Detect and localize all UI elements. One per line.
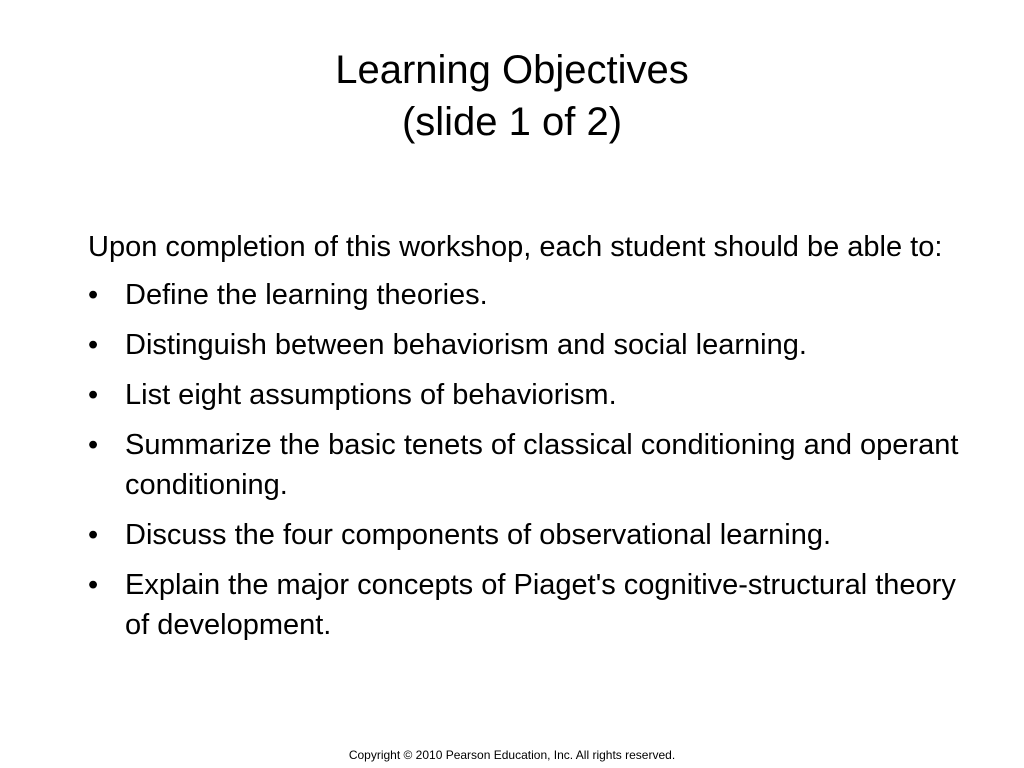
list-item-text: Distinguish between behaviorism and social learning. [125,329,807,361]
list-item [88,565,968,645]
copyright-footer: Copyright © 2010 Pearson Education, Inc. All rights reserved. [348,748,676,762]
list-item [88,375,968,415]
bullet-icon: • [88,379,99,411]
bullet-icon: • [88,329,99,361]
list-item [88,325,968,365]
slide-title-line-1: Learning Objectives [335,48,689,92]
bullet-icon: • [88,429,99,461]
slide-title-line-2: (slide 1 of 2) [401,100,623,144]
list-item [88,425,968,505]
list-item-text: Discuss the four components of observational learning. [125,519,832,551]
bullet-icon: • [88,279,99,311]
slide-title [0,44,1024,148]
list-item [88,515,968,555]
list-item-text: Define the learning theories. [125,279,488,311]
list-item-text: Explain the major concepts of Piaget's cognitive-structural theory of development. [125,569,956,641]
objectives-list [88,275,968,645]
list-item-text: Summarize the basic tenets of classical conditioning and operant conditioning. [125,429,959,501]
slide-body [88,227,968,655]
bullet-icon: • [88,569,99,601]
list-item-text: List eight assumptions of behaviorism. [125,379,617,411]
intro-text: Upon completion of this workshop, each student should be able to: [88,231,943,263]
bullet-icon: • [88,519,99,551]
list-item [88,275,968,315]
